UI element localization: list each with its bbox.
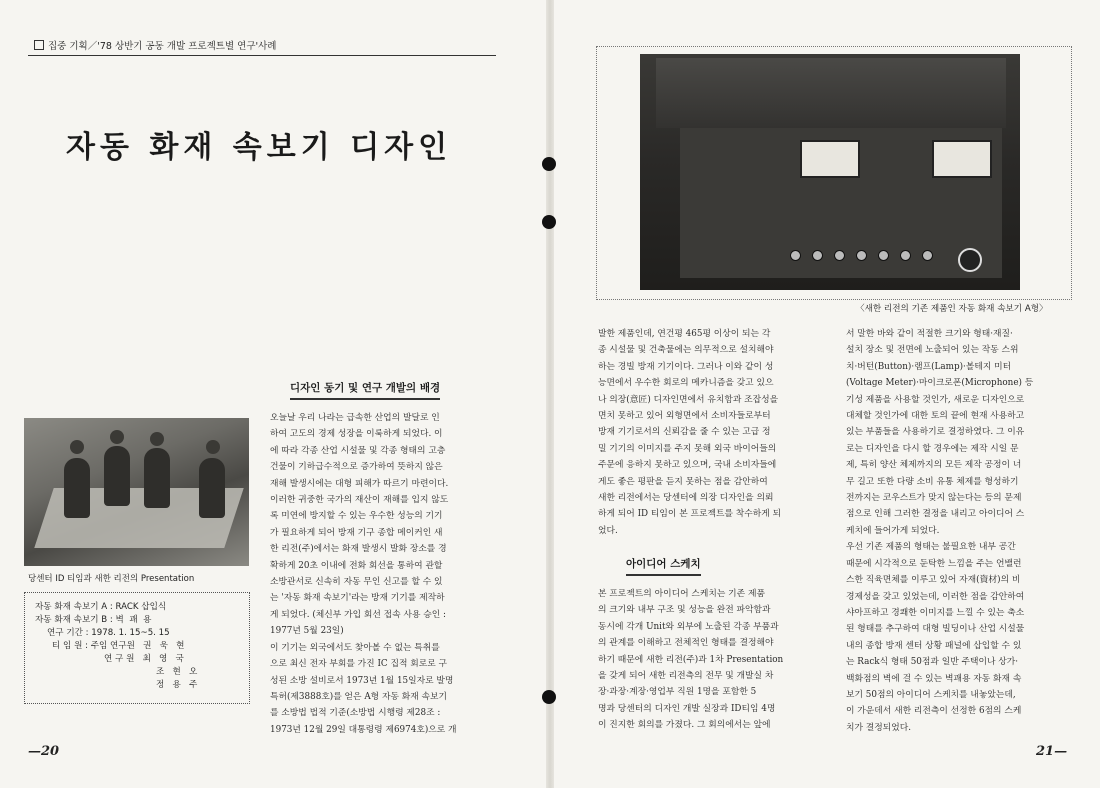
text-line: 장·과장·계장·영업부 직원 1명을 포함한 5 xyxy=(598,687,757,698)
switch-knob xyxy=(812,250,823,261)
text-line: 백화점의 벽에 걸 수 있는 벽괘용 자동 화재 속 xyxy=(846,673,1022,684)
voltage-meter xyxy=(932,140,992,178)
punch-hole xyxy=(542,157,556,171)
info-line: 연구 기간 : 1978. 1. 15~5. 15 xyxy=(47,628,170,638)
header-text: 집중 기획／'78 상반기 공동 개발 프로젝트별 연구'사례 xyxy=(48,41,277,52)
text-line: 1973년 12월 29일 대통령령 제6974호)으로 개 xyxy=(270,724,457,735)
text-line: 1977년 5월 23일) xyxy=(270,626,344,637)
punch-hole xyxy=(542,690,556,704)
text-line: 동시에 각개 Unit와 외부에 노출된 각종 부품과 xyxy=(598,621,779,632)
text-line: 건물이 기하급수적으로 증가하여 뜻하지 않은 xyxy=(270,462,443,473)
text-line: 명과 당센터의 디자인 개발 실장과 ID티임 4명 xyxy=(598,703,776,714)
meeting-photo-caption: 당센터 ID 티임과 새한 리전의 Presentation xyxy=(28,574,195,584)
text-line: 면치 못하고 있어 외형면에서 소비자들로부터 xyxy=(598,411,771,422)
text-line: 는 Rack식 형태 50점과 일반 주택이나 상가· xyxy=(846,657,1019,668)
text-line: 서 말한 바와 같이 적절한 크기와 형태·재질· xyxy=(846,329,1013,339)
text-line: 의 관계를 이해하고 전체적인 형태를 결정해야 xyxy=(598,638,774,649)
body-column-2 xyxy=(598,326,824,539)
photo-person xyxy=(144,448,170,508)
text-line: 록 미연에 방지할 수 있는 우수한 성능의 기기 xyxy=(270,511,443,522)
text-line: 스한 직육면체를 이루고 있어 자재(資材)의 비 xyxy=(846,575,1021,586)
info-line: 자동 화재 속보기 A : RACK 삽입식 xyxy=(35,602,167,612)
text-line: 으로 최신 전자 부회를 가진 IC 집적 회로로 구 xyxy=(270,659,448,670)
body-column-1 xyxy=(270,410,494,738)
text-line: 로는 디자인을 다시 할 경우에는 제작 시일 문 xyxy=(846,443,1019,454)
photo-head xyxy=(110,430,124,444)
photo-head xyxy=(206,440,220,454)
text-line: 치가 결정되었다. xyxy=(846,722,912,733)
info-line: 정 용 주 xyxy=(156,680,198,690)
text-line: 때문에 시각적으로 둔탁한 느낌을 주는 언밸런 xyxy=(846,558,1022,569)
text-line: 을 갖게 되어 새한 리전측의 전무 및 개발실 차 xyxy=(598,671,774,682)
text-line: 새한 리전에서는 당센터에 의장 디자인을 의뢰 xyxy=(598,493,774,504)
text-line: 가 필요하게 되어 방재 기구 종합 메이커인 새 xyxy=(270,527,443,538)
text-line: 발한 제품인데, 연건평 465평 이상이 되는 각 xyxy=(598,329,771,339)
product-photo-caption: 〈새한 리전의 기존 제품인 자동 화재 속보기 A형〉 xyxy=(856,304,1048,314)
text-line: 경제성을 갖고 있었는데, 이러한 점을 감안하여 xyxy=(846,591,1025,602)
text-line: 치·버턴(Button)·램프(Lamp)·볼테지 미터 xyxy=(846,361,1012,372)
section-heading-background: 디자인 동기 및 연구 개발의 배경 xyxy=(290,380,440,400)
text-line: 밀 기기의 이미지를 주지 못해 외국 바이어들의 xyxy=(598,443,777,454)
text-line: 보기 50점의 아이디어 스케치를 내놓았는데, xyxy=(846,689,1016,700)
header-rule xyxy=(28,55,496,56)
text-line: (Voltage Meter)·마이크로폰(Microphone) 등 xyxy=(846,378,1034,389)
text-line: 능면에서 우수한 회로의 메카니즘을 갖고 있으 xyxy=(598,378,774,389)
photo-person xyxy=(64,458,90,518)
text-line: 게 되었다. (체신부 가입 회선 접속 사용 승인 : xyxy=(270,609,447,620)
text-line: 샤아프하고 경쾌한 이미지를 느낄 수 있는 축소 xyxy=(846,607,1025,618)
square-bullet-icon xyxy=(34,40,44,50)
project-info-box xyxy=(24,592,250,704)
text-line: 방재 기기로서의 신뢰감을 줄 수 있는 고급 정 xyxy=(598,427,771,438)
text-line: 무 길고 또한 다량 소비 유통 체제를 형성하기 xyxy=(846,476,1019,487)
text-line: 게도 좋은 평판을 듣지 못하는 점을 감안하여 xyxy=(598,476,768,487)
text-line: 케치에 들어가게 되었다. xyxy=(846,525,940,536)
text-line: 하게 되어 ID 티임이 본 프로젝트를 착수하게 되 xyxy=(598,509,782,520)
text-line: 된 형태를 추구하여 대형 빌딩이나 산업 시설물 xyxy=(846,624,1025,635)
body-column-2b xyxy=(598,586,824,734)
switch-knob xyxy=(922,250,933,261)
switch-knob xyxy=(834,250,845,261)
punch-hole xyxy=(542,215,556,229)
info-line: 연 구 원 최 영 국 xyxy=(104,654,184,664)
text-line: 주문에 응하지 못하고 있으며, 국내 소비자들에 xyxy=(598,460,777,471)
meeting-photo xyxy=(24,418,249,566)
photo-head xyxy=(70,440,84,454)
text-line: 었다. xyxy=(598,525,618,536)
switch-knob xyxy=(856,250,867,261)
text-line: 이 진지한 회의를 가졌다. 그 회의에서는 앞에 xyxy=(598,720,771,731)
text-line: 본 프로젝트의 아이디어 스케치는 기존 제품 xyxy=(598,589,765,599)
section-heading-idea-sketch: 아이디어 스케치 xyxy=(626,556,701,576)
text-line: 오늘날 우리 나라는 급속한 산업의 발달로 인 xyxy=(270,413,440,423)
text-line: 전까지는 코우스트가 맞지 않는다는 등의 문제 xyxy=(846,493,1022,504)
book-gutter xyxy=(546,0,554,788)
text-line: 대체할 것인가에 대한 토의 끝에 현재 사용하고 xyxy=(846,411,1025,422)
text-line: 는 '자동 화재 속보기'라는 방재 기기를 제작하 xyxy=(270,593,445,604)
switch-knob xyxy=(878,250,889,261)
text-line: 하기 때문에 새한 리전(주)과 1차 Presentation xyxy=(598,654,784,665)
device-top-panel xyxy=(656,58,1006,128)
text-line: 성된 소방 설비로서 1973년 1월 15일자로 발명 xyxy=(270,675,454,686)
text-line: 내의 종합 방재 센터 상황 패널에 삽입할 수 있 xyxy=(846,640,1022,651)
switch-knob xyxy=(790,250,801,261)
text-line: 를 소방법 법적 기준(소방법 시행령 제28조 : xyxy=(270,708,441,719)
text-line: 확하게 20초 이내에 전화 회선을 통하여 관할 xyxy=(270,560,443,571)
page-number-left: —20 xyxy=(28,744,60,759)
text-line: 설치 장소 및 전면에 노출되어 있는 작동 스위 xyxy=(846,345,1019,356)
text-line: 기성 제품을 사용할 것인가, 새로운 디자인으로 xyxy=(846,394,1025,405)
text-line: 에 따라 각종 산업 시설물 및 각종 형태의 고층 xyxy=(270,445,446,456)
voltage-meter xyxy=(800,140,860,178)
text-line: 한 리전(주)에서는 화재 발생시 발화 장소를 경 xyxy=(270,544,447,555)
text-line: 재해 발생시에는 대형 피해가 따르기 마련이다. xyxy=(270,478,449,489)
text-line: 종 시설물 및 건축물에는 의무적으로 설치해야 xyxy=(598,345,774,356)
article-title: 자동 화재 속보기 디자인 xyxy=(66,130,453,165)
text-line: 특허(제3888호)를 얻은 A형 자동 화재 속보기 xyxy=(270,691,448,702)
text-line: 이 가운데서 새한 리전측이 선정한 6점의 스케 xyxy=(846,706,1022,717)
text-line: 제, 특히 양산 체제까지의 모든 제작 공정이 너 xyxy=(846,460,1022,471)
switch-knob xyxy=(900,250,911,261)
running-header xyxy=(34,38,276,52)
info-line: 티 임 원 : 주임 연구원 권 욱 현 xyxy=(52,641,185,651)
photo-person xyxy=(104,446,130,506)
photo-head xyxy=(150,432,164,446)
photo-person xyxy=(199,458,225,518)
text-line: 있는 부품들을 사용하기로 결정하였다. 그 이유 xyxy=(846,427,1025,438)
body-column-3 xyxy=(846,326,1074,736)
text-line: 하여 고도의 경제 성장을 이룩하게 되었다. 이 xyxy=(270,429,443,440)
info-line: 조 현 오 xyxy=(156,667,198,677)
text-line: 하는 경빌 방재 기기이다. 그러나 이와 같이 성 xyxy=(598,361,774,372)
text-line: 이 기기는 외국에서도 찾아볼 수 없는 특취를 xyxy=(270,642,440,653)
text-line: 점으로 인해 그러한 결정을 내리고 아이디어 스 xyxy=(846,509,1025,520)
page-number-right: 21— xyxy=(1036,744,1068,759)
text-line: 나 의장(意匠) 디자인면에서 유치함과 조잡성을 xyxy=(598,394,779,405)
text-line: 이러한 귀중한 국가의 재산이 재해를 입지 않도 xyxy=(270,495,449,506)
text-line: 의 크기와 내부 구조 및 성능을 완전 파악함과 xyxy=(598,605,771,616)
info-line: 자동 화재 속보기 B : 벽 괘 용 xyxy=(35,615,152,625)
main-dial xyxy=(958,248,982,272)
text-line: 소방관서로 신속히 자동 무인 신고를 할 수 있 xyxy=(270,577,443,588)
text-line: 우선 기존 제품의 형태는 불필요한 내부 공간 xyxy=(846,542,1016,553)
